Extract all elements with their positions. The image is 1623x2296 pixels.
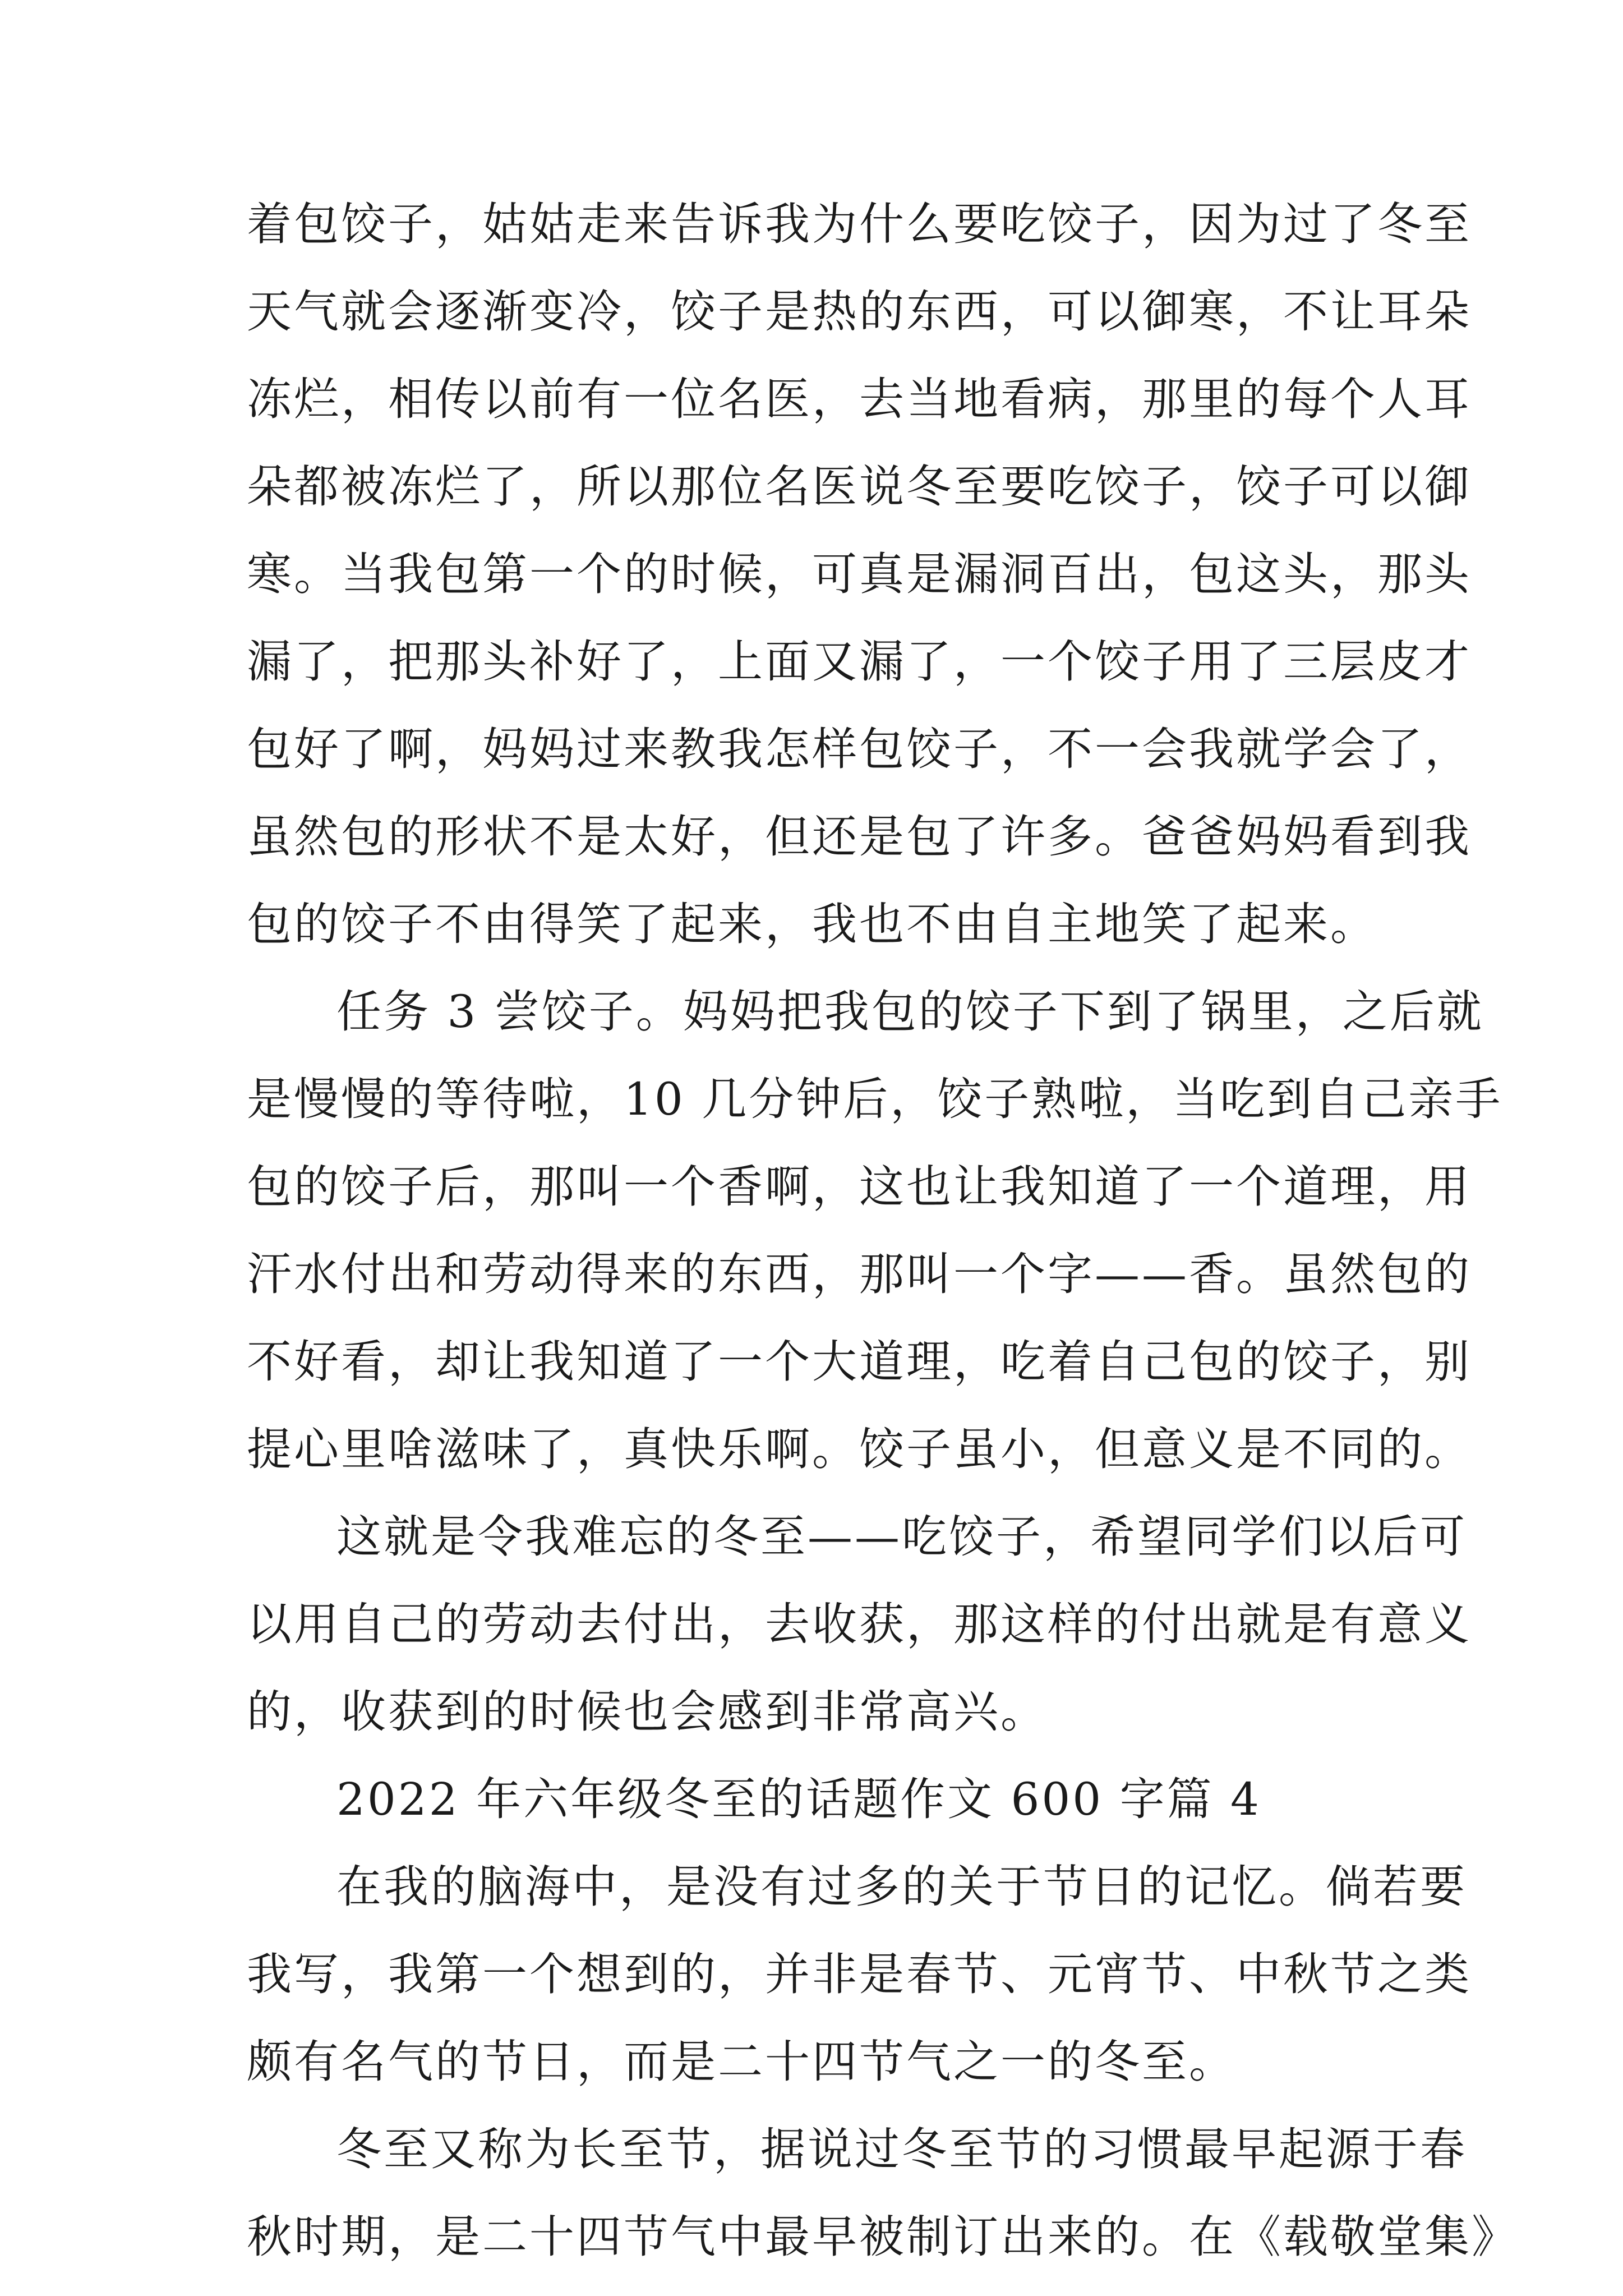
text-line: 秋时期，是二十四节气中最早被制订出来的。在《载敬堂集》 (247, 2211, 1519, 2263)
paragraph-start-line: 这就是令我难忘的冬至——吃饺子，希望同学们以后可 (336, 1511, 1467, 1563)
paragraph-start-line: 冬至又称为长至节，据说过冬至节的习惯最早起源于春 (336, 2123, 1467, 2175)
text-line: 包好了啊，妈妈过来教我怎样包饺子，不一会我就学会了， (247, 723, 1472, 775)
text-line: 冻烂，相传以前有一位名医，去当地看病，那里的每个人耳 (247, 373, 1472, 425)
text-line: 朵都被冻烂了，所以那位名医说冬至要吃饺子，饺子可以御 (247, 461, 1472, 513)
text-line: 的，收获到的时候也会感到非常高兴。 (247, 1686, 1048, 1738)
text-line: 汗水付出和劳动得来的东西，那叫一个字——香。虽然包的 (247, 1248, 1472, 1300)
text-line: 包的饺子不由得笑了起来，我也不由自主地笑了起来。 (247, 898, 1377, 950)
text-line: 颇有名气的节日，而是二十四节气之一的冬至。 (247, 2036, 1236, 2088)
text-line: 虽然包的形状不是太好，但还是包了许多。爸爸妈妈看到我 (247, 811, 1472, 863)
text-line: 漏了，把那头补好了，上面又漏了，一个饺子用了三层皮才 (247, 636, 1472, 688)
paragraph-start-line: 在我的脑海中，是没有过多的关于节日的记忆。倘若要 (336, 1861, 1467, 1913)
paragraph-start-line: 任务 3 尝饺子。妈妈把我包的饺子下到了锅里，之后就 (336, 986, 1484, 1038)
text-line: 着包饺子，姑姑走来告诉我为什么要吃饺子，因为过了冬至 (247, 198, 1472, 250)
text-line: 寒。当我包第一个的时候，可真是漏洞百出，包这头，那头 (247, 548, 1472, 600)
text-line: 天气就会逐渐变冷，饺子是热的东西，可以御寒，不让耳朵 (247, 286, 1472, 338)
text-line: 不好看，却让我知道了一个大道理，吃着自己包的饺子，别 (247, 1336, 1472, 1388)
text-line: 我写，我第一个想到的，并非是春节、元宵节、中秋节之类 (247, 1948, 1472, 2000)
section-heading: 2022 年六年级冬至的话题作文 600 字篇 4 (336, 1773, 1261, 1825)
text-line: 包的饺子后，那叫一个香啊，这也让我知道了一个道理，用 (247, 1161, 1472, 1213)
text-line: 是慢慢的等待啦，10 几分钟后，饺子熟啦，当吃到自己亲手 (247, 1073, 1503, 1125)
body-text (247, 181, 1519, 2281)
text-line: 提心里啥滋味了，真快乐啊。饺子虽小，但意义是不同的。 (247, 1423, 1472, 1475)
text-line: 以用自己的劳动去付出，去收获，那这样的付出就是有意义 (247, 1598, 1472, 1650)
